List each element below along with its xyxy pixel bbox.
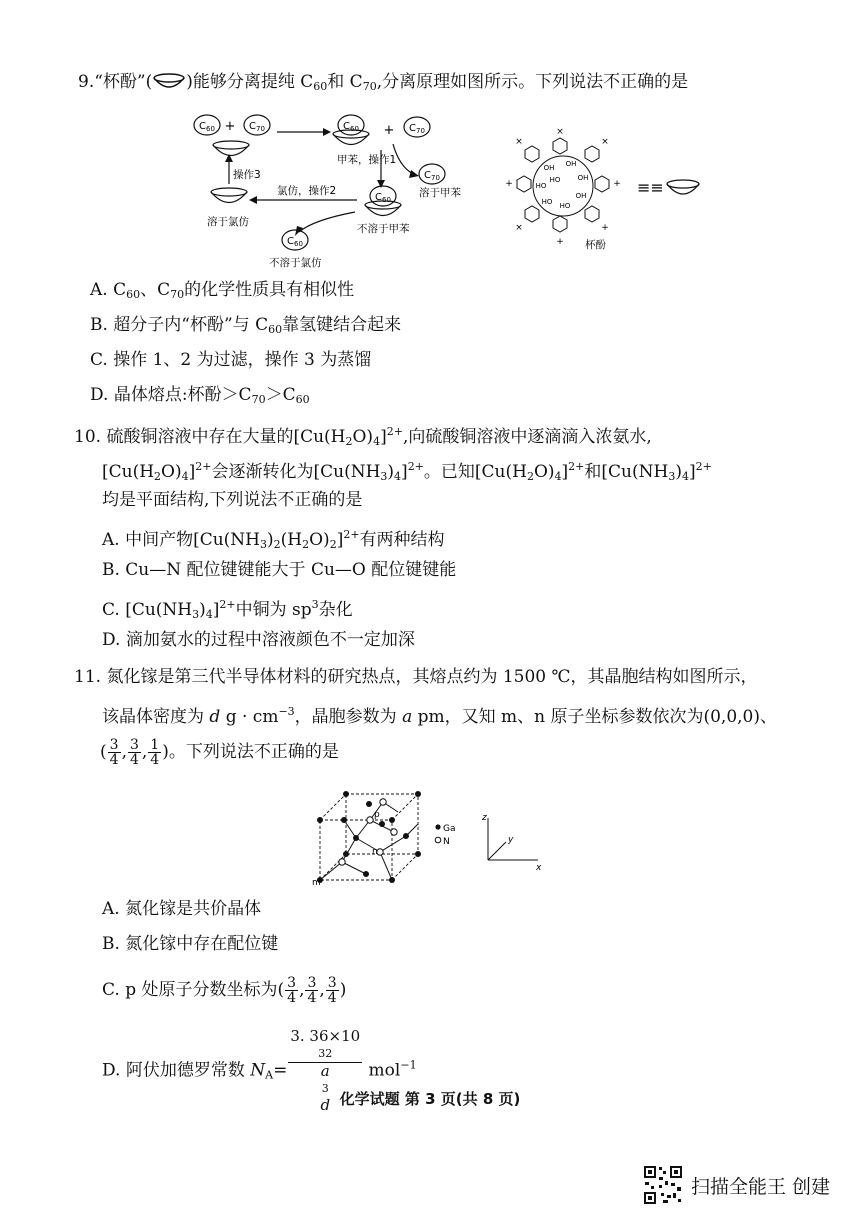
q9-option-a: A. $C_{60}$、$C_{70}$的化学性质具有相似性 (90, 280, 355, 301)
q11-stem-line1: 11. 氮化镓是第三代半导体材料的研究热点，其熔点约为 1500 ℃，其晶胞结构如图所示， (74, 667, 758, 687)
svg-text:溶于氯仿: 溶于氯仿 (207, 216, 249, 228)
c70-molecule (244, 115, 270, 135)
svg-text:+: + (505, 179, 513, 189)
q10-option-c: C. $[Cu(NH_3)_4]^{2+}$中铜为 $sp^3$杂化 (102, 598, 353, 621)
q11-option-a: A. 氮化镓是共价晶体 (102, 899, 262, 919)
svg-text:C60: $C_{60}$ (375, 192, 391, 204)
q10-option-b: B. Cu—N 配位键键能大于 Cu—O 配位键键能 (102, 560, 457, 580)
q11-option-d: D. 阿伏加德罗常数 $N_A=$ 3. 36×10 32 a 3 d mol$^{-1}$ (102, 1027, 417, 1114)
c70-molecule (404, 117, 430, 137)
q9-stem: 9.“杯酚”( )能够分离提纯 $C_{60}$和 $C_{70}$,分离原理如图所示。下列说法不正确的是 (78, 72, 689, 93)
q11-unit-cell-diagram (308, 790, 558, 890)
q9-option-d: D. 晶体熔点:杯酚$>C_{70}>C_{60}$ (90, 385, 310, 406)
op3-label: 操作3 (233, 169, 261, 181)
q9-option-c: C. 操作 1、2 为过滤，操作 3 为蒸馏 (90, 350, 372, 370)
svg-text:HO: HO (541, 198, 553, 206)
c60-in-bowl-insoluble (365, 186, 401, 216)
empty-bowl (211, 188, 247, 203)
svg-text:×: × (601, 137, 609, 147)
q10-option-a: A. 中间产物$[Cu(NH_3)_2(H_2O)_2]^{2+}$有两种结构 (102, 528, 445, 551)
c60-molecule (194, 115, 220, 135)
svg-text:+: + (383, 123, 395, 138)
calixarene-bowl-symbol (667, 180, 699, 194)
equivalence-sign: ≡≡ (637, 178, 664, 197)
svg-text:x: x (536, 863, 542, 873)
watermark-text: 扫描全能王 创建 (691, 1175, 831, 1198)
svg-text:×: × (556, 127, 564, 137)
svg-text:杯酚: 杯酚 (585, 239, 606, 251)
svg-text:+: + (601, 223, 609, 233)
q11-option-b: B. 氮化镓中存在配位键 (102, 934, 279, 954)
svg-text:C70: $C_{70}$ (409, 123, 425, 135)
svg-text:OH: OH (565, 160, 577, 168)
bowl-icon (152, 72, 186, 90)
q10-stem-line2: $[Cu(H_2O)_4]^{2+}$会逐渐转化为$[Cu(NH_3)_4]^{2+}$。已知$[Cu(H_2O)_4]^{2+}$和$[Cu(NH_3)_4]^{2+}$ (102, 460, 712, 483)
legend-n: N (443, 837, 450, 847)
svg-text:C60: $C_{60}$ (199, 121, 215, 133)
svg-text:m: m (312, 878, 321, 888)
q10-stem-line3: 均是平面结构,下列说法不正确的是 (102, 490, 363, 510)
q9-option-b: B. 超分子内“杯酚”与 $C_{60}$靠氢键结合起来 (90, 315, 402, 336)
svg-text:不溶于甲苯: 不溶于甲苯 (357, 223, 410, 235)
svg-text:C60: $C_{60}$ (287, 236, 303, 248)
svg-text:C70: $C_{70}$ (424, 170, 440, 182)
svg-text:y: y (508, 835, 514, 845)
svg-text:n: n (372, 847, 378, 857)
qr-code-icon (643, 1165, 683, 1205)
svg-text:不溶于氯仿: 不溶于氯仿 (269, 257, 322, 269)
svg-text:OH: OH (575, 192, 587, 200)
q10-stem-line1: 10. 硫酸铜溶液中存在大量的$[Cu(H_2O)_4]^{2+}$,向硫酸铜溶液中逐滴滴入浓氨水, (74, 425, 652, 448)
legend-ga: Ga (443, 824, 456, 834)
svg-text:OH: OH (543, 164, 555, 172)
scanner-watermark (643, 1165, 830, 1205)
q9-separation-diagram (185, 108, 705, 278)
svg-text:C70: $C_{70}$ (249, 121, 265, 133)
q10-option-d: D. 滴加氨水的过程中溶液颜色不一定加深 (102, 630, 415, 650)
svg-text:p: p (374, 810, 380, 820)
op2-label: 氯仿，操作2 (277, 185, 337, 197)
svg-text:×: × (515, 137, 523, 147)
c60-precipitate (282, 230, 308, 250)
page-footer: 化学试题 第 3 页(共 8 页) (339, 1090, 521, 1108)
q11-stem-line2: 该晶体密度为 d $g \cdot cm^{-3}$，晶胞参数为 a pm，又知 m、n 原子坐标参数依次为(0,0,0)、 (102, 705, 778, 727)
c70-dissolved (419, 164, 445, 184)
calixarene-structure (505, 127, 621, 251)
plus-sign: + (224, 119, 236, 134)
svg-text:OH: OH (577, 174, 589, 182)
svg-text:z: z (482, 813, 487, 823)
svg-text:HO: HO (535, 182, 547, 190)
c60-in-bowl (333, 115, 369, 145)
q11-option-c: C. p 处原子分数坐标为( $\frac{3}{4}$ , $\frac{3}{4}$ , $\frac{3}{4}$ ) (102, 975, 347, 1006)
svg-text:溶于甲苯: 溶于甲苯 (419, 187, 461, 199)
op1-label: 甲苯，操作1 (337, 154, 397, 166)
calixarene-bowl (213, 141, 249, 156)
svg-text:+: + (556, 237, 564, 247)
svg-text:HO: HO (559, 202, 571, 210)
svg-text:C60: $C_{60}$ (343, 121, 359, 133)
q11-stem-line3: ( $\frac{3}{4}$ , $\frac{3}{4}$ , $\frac{1}{4}$ )。下列说法不正确的是 (100, 737, 339, 768)
svg-text:+: + (613, 179, 621, 189)
svg-text:×: × (515, 223, 523, 233)
svg-text:HO: HO (549, 176, 561, 184)
